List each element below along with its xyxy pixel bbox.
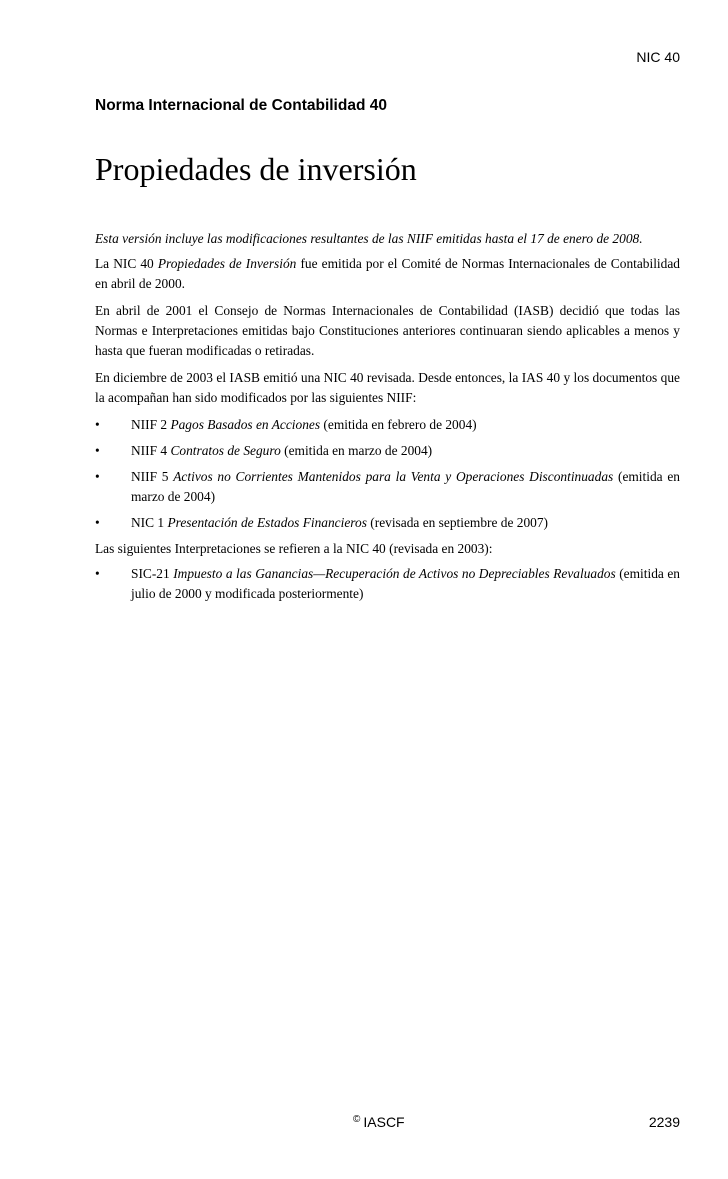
issuance-suffix: fue emitida por el Comité de Normas Internacionales de Contabilidad en abril de 2000. <box>95 256 680 291</box>
item-title: Impuesto a las Ganancias—Recuperación de Activos no Depreciables Revaluados <box>173 566 616 581</box>
copyright-symbol: © <box>353 1114 361 1125</box>
item-detail: (emitida en marzo de 2004) <box>280 443 433 458</box>
footer-copyright <box>353 1114 405 1130</box>
bullet-glyph: • <box>95 515 100 530</box>
issuance-prefix: La NIC 40 <box>95 256 158 271</box>
item-detail: (emitida en marzo de 2004) <box>131 469 680 504</box>
interpretations-list <box>95 564 680 604</box>
item-code: NIC 1 <box>131 515 168 530</box>
item-detail: (emitida en julio de 2000 y modificada posteriormente) <box>131 566 680 601</box>
list-item <box>95 467 680 507</box>
paragraph-revision: En diciembre de 2003 el IASB emitió una NIC 40 revisada. Desde entonces, la IAS 40 y los documentos que la acompañan han sido modificados por las siguientes NIIF: <box>95 370 680 405</box>
item-title: Activos no Corrientes Mantenidos para la Venta y Operaciones Discontinuadas <box>173 469 614 484</box>
item-detail: (revisada en septiembre de 2007) <box>366 515 548 530</box>
footer-organization: IASCF <box>363 1114 405 1130</box>
list-item <box>95 441 680 461</box>
paragraph-issuance <box>95 254 680 294</box>
version-note: Esta versión incluye las modificaciones resultantes de las NIIF emitidas hasta el 17 de enero de 2008. <box>95 231 643 246</box>
bullet-glyph: • <box>95 443 100 458</box>
standard-series-heading: Norma Internacional de Contabilidad 40 <box>95 97 387 114</box>
bullet-glyph: • <box>95 469 100 484</box>
item-title: Presentación de Estados Financieros <box>167 515 367 530</box>
page-number: 2239 <box>648 1114 680 1130</box>
item-code: SIC-21 <box>131 566 174 581</box>
amendments-list <box>95 415 680 533</box>
item-detail: (emitida en febrero de 2004) <box>320 417 477 432</box>
item-code: NIIF 2 <box>131 417 171 432</box>
list-item <box>95 564 680 604</box>
item-code: NIIF 4 <box>131 443 171 458</box>
paragraph-iasb-decision: En abril de 2001 el Consejo de Normas Internacionales de Contabilidad (IASB) decidió que todas las Normas e Interpretaciones emitidas bajo Constituciones anteriores continuaran siendo aplicables a menos y hasta que fueran modificadas o retiradas. <box>95 303 680 358</box>
item-title: Pagos Basados en Acciones <box>170 417 321 432</box>
paragraph-interpretations: Las siguientes Interpretaciones se refieren a la NIC 40 (revisada en 2003): <box>95 541 493 556</box>
document-body <box>95 229 680 610</box>
document-page <box>95 0 680 1179</box>
item-title: Contratos de Seguro <box>170 443 281 458</box>
list-item <box>95 513 680 533</box>
issuance-standard-title: Propiedades de Inversión <box>157 256 297 271</box>
list-item <box>95 415 680 435</box>
bullet-glyph: • <box>95 566 100 581</box>
bullet-glyph: • <box>95 417 100 432</box>
item-code: NIIF 5 <box>131 469 174 484</box>
running-header-code: NIC 40 <box>636 49 680 65</box>
page-title: Propiedades de inversión <box>95 151 417 187</box>
